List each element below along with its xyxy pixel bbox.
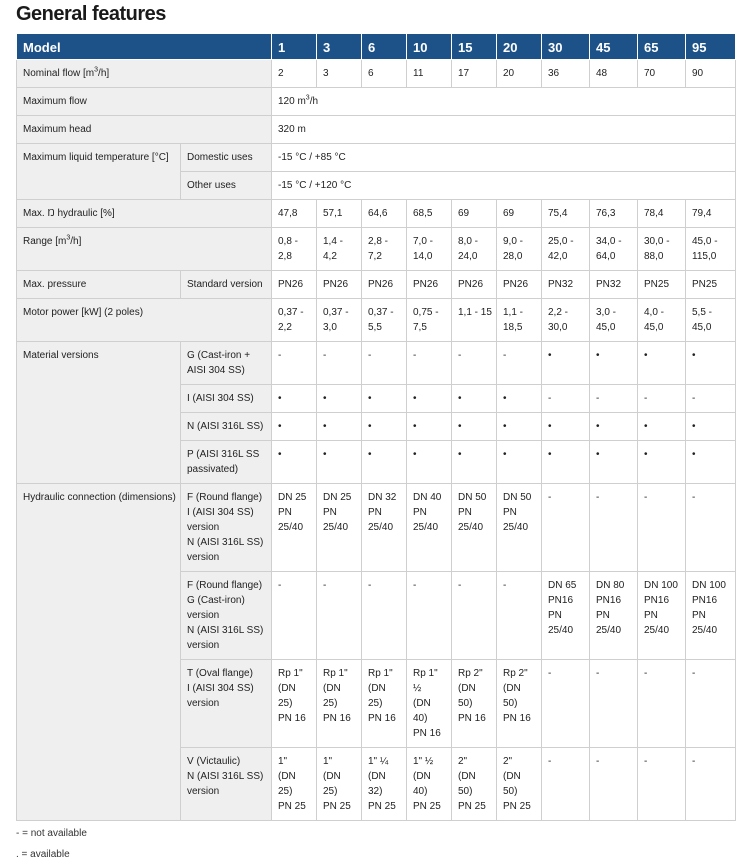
value-cell: - <box>542 484 590 572</box>
model-header-cell: 45 <box>590 34 638 60</box>
row-nominal-flow <box>17 60 736 88</box>
row-hydraulic-f-i <box>17 484 736 572</box>
legend-available: . = available <box>16 849 70 860</box>
row-max-pressure <box>17 271 736 299</box>
row-label: Max. Ŋ hydraulic [%] <box>17 200 272 228</box>
value-cell: - <box>590 484 638 572</box>
value-cell: Rp 2" (DN 50) PN 16 <box>497 660 542 748</box>
value-cell: 34,0 - 64,0 <box>590 228 638 271</box>
value-cell: 69 <box>452 200 497 228</box>
value-cell: DN 80 PN16 PN 25/40 <box>590 572 638 660</box>
sub-label: Domestic uses <box>181 144 272 172</box>
value-cell: • <box>317 413 362 441</box>
value-cell: 76,3 <box>590 200 638 228</box>
value-cell: Rp 1" (DN 25) PN 16 <box>272 660 317 748</box>
value-cell: 0,8 - 2,8 <box>272 228 317 271</box>
value-cell: - <box>272 572 317 660</box>
model-header-row <box>17 34 736 60</box>
model-header-cell: 15 <box>452 34 497 60</box>
sub-label: F (Round flange) I (AISI 304 SS) version N (AISI 316L SS) version <box>181 484 272 572</box>
row-max-flow <box>17 88 736 116</box>
model-header-cell: 30 <box>542 34 590 60</box>
value-cell: • <box>638 413 686 441</box>
value-cell: 79,4 <box>686 200 736 228</box>
value-cell: 2,8 - 7,2 <box>362 228 407 271</box>
value-cell: • <box>542 342 590 385</box>
value-cell: 0,75 - 7,5 <box>407 299 452 342</box>
value-cell: - <box>590 660 638 748</box>
value-cell: - <box>686 748 736 821</box>
general-features-table <box>16 33 736 821</box>
value-cell: - <box>362 342 407 385</box>
value-cell: PN26 <box>497 271 542 299</box>
value-cell: - <box>638 484 686 572</box>
value-cell: - <box>590 748 638 821</box>
row-label: Maximum head <box>17 116 272 144</box>
value-cell: DN 25 PN 25/40 <box>317 484 362 572</box>
value-cell: 1" ½ (DN 40) PN 25 <box>407 748 452 821</box>
model-header-cell: 10 <box>407 34 452 60</box>
row-label: Motor power [kW] (2 poles) <box>17 299 272 342</box>
value-cell: -15 °C / +85 °C <box>272 144 736 172</box>
row-label: Range $[m^3/h]$ <box>17 228 272 271</box>
value-cell: - <box>542 385 590 413</box>
sub-label: I (AISI 304 SS) <box>181 385 272 413</box>
value-cell: - <box>407 342 452 385</box>
page-title: General features <box>16 3 166 25</box>
value-cell: 120 $m^3/h$ <box>272 88 736 116</box>
value-cell: • <box>590 413 638 441</box>
row-material-g <box>17 342 736 385</box>
value-cell: 0,37 - 5,5 <box>362 299 407 342</box>
value-cell: - <box>686 660 736 748</box>
value-cell: - <box>497 342 542 385</box>
row-max-head <box>17 116 736 144</box>
value-cell: PN26 <box>317 271 362 299</box>
value-cell: 1" (DN 25) PN 25 <box>272 748 317 821</box>
value-cell: 2 <box>272 60 317 88</box>
value-cell: • <box>362 385 407 413</box>
value-cell: • <box>272 385 317 413</box>
value-cell: 75,4 <box>542 200 590 228</box>
value-cell: • <box>272 413 317 441</box>
value-cell: DN 50 PN 25/40 <box>497 484 542 572</box>
value-cell: • <box>686 342 736 385</box>
value-cell: DN 50 PN 25/40 <box>452 484 497 572</box>
value-cell: • <box>542 441 590 484</box>
value-cell: DN 25 PN 25/40 <box>272 484 317 572</box>
row-label: Maximum liquid temperature [°C] <box>17 144 181 200</box>
value-cell: 3 <box>317 60 362 88</box>
value-cell: 1,1 - 18,5 <box>497 299 542 342</box>
value-cell: • <box>317 441 362 484</box>
value-cell: PN32 <box>590 271 638 299</box>
value-cell: 4,0 - 45,0 <box>638 299 686 342</box>
value-cell: 1,4 - 4,2 <box>317 228 362 271</box>
model-header-cell: 1 <box>272 34 317 60</box>
value-cell: 57,1 <box>317 200 362 228</box>
value-cell: 9,0 - 28,0 <box>497 228 542 271</box>
value-cell: Rp 1" (DN 25) PN 16 <box>362 660 407 748</box>
value-cell: - <box>362 572 407 660</box>
value-cell: - <box>542 660 590 748</box>
row-motor-power <box>17 299 736 342</box>
value-cell: - <box>272 342 317 385</box>
value-cell: PN32 <box>542 271 590 299</box>
value-cell: • <box>590 441 638 484</box>
value-cell: DN 32 PN 25/40 <box>362 484 407 572</box>
row-max-temp-domestic <box>17 144 736 172</box>
legend-not-available: - = not available <box>16 828 87 839</box>
value-cell: 69 <box>497 200 542 228</box>
value-cell: • <box>497 413 542 441</box>
value-cell: PN26 <box>452 271 497 299</box>
sub-label: F (Round flange) G (Cast-iron) version N (AISI 316L SS) version <box>181 572 272 660</box>
value-cell: - <box>686 385 736 413</box>
value-cell: 20 <box>497 60 542 88</box>
row-range <box>17 228 736 271</box>
value-cell: 1,1 - 15 <box>452 299 497 342</box>
sub-label: T (Oval flange) I (AISI 304 SS) version <box>181 660 272 748</box>
row-label: Max. pressure <box>17 271 181 299</box>
value-cell: • <box>362 413 407 441</box>
value-cell: 11 <box>407 60 452 88</box>
sub-label: V (Victaulic) N (AISI 316L SS) version <box>181 748 272 821</box>
model-header-cell: 95 <box>686 34 736 60</box>
model-header-cell: 3 <box>317 34 362 60</box>
row-label: Hydraulic connection (dimensions) <box>17 484 181 821</box>
value-cell: 36 <box>542 60 590 88</box>
sub-label: Other uses <box>181 172 272 200</box>
value-cell: 1" (DN 25) PN 25 <box>317 748 362 821</box>
value-cell: 90 <box>686 60 736 88</box>
value-cell: • <box>407 413 452 441</box>
value-cell: • <box>497 385 542 413</box>
row-efficiency <box>17 200 736 228</box>
value-cell: • <box>407 441 452 484</box>
row-label: Maximum flow <box>17 88 272 116</box>
value-cell: Rp 1" (DN 25) PN 16 <box>317 660 362 748</box>
value-cell: 48 <box>590 60 638 88</box>
value-cell: 2,2 - 30,0 <box>542 299 590 342</box>
value-cell: -15 °C / +120 °C <box>272 172 736 200</box>
sub-label: G (Cast-iron + AISI 304 SS) <box>181 342 272 385</box>
value-cell: DN 100 PN16 PN 25/40 <box>638 572 686 660</box>
value-cell: - <box>638 385 686 413</box>
value-cell: • <box>407 385 452 413</box>
value-cell: • <box>638 342 686 385</box>
value-cell: 2" (DN 50) PN 25 <box>452 748 497 821</box>
value-cell: 0,37 - 2,2 <box>272 299 317 342</box>
value-cell: • <box>317 385 362 413</box>
row-label: Material versions <box>17 342 181 484</box>
value-cell: - <box>407 572 452 660</box>
value-cell: DN 100 PN16 PN 25/40 <box>686 572 736 660</box>
value-cell: 70 <box>638 60 686 88</box>
value-cell: 6 <box>362 60 407 88</box>
value-cell: 64,6 <box>362 200 407 228</box>
value-cell: • <box>542 413 590 441</box>
value-cell: Rp 2" (DN 50) PN 16 <box>452 660 497 748</box>
value-cell: 3,0 - 45,0 <box>590 299 638 342</box>
value-cell: • <box>452 441 497 484</box>
model-header-cell: 20 <box>497 34 542 60</box>
value-cell: - <box>638 660 686 748</box>
value-cell: PN26 <box>362 271 407 299</box>
value-cell: • <box>686 413 736 441</box>
value-cell: • <box>497 441 542 484</box>
value-cell: • <box>272 441 317 484</box>
model-header-label: Model <box>17 34 272 60</box>
value-cell: DN 40 PN 25/40 <box>407 484 452 572</box>
value-cell: - <box>497 572 542 660</box>
row-label: Nominal flow $[m^3/h]$ <box>17 60 272 88</box>
value-cell: 30,0 - 88,0 <box>638 228 686 271</box>
value-cell: 8,0 - 24,0 <box>452 228 497 271</box>
value-cell: 1" ¼ (DN 32) PN 25 <box>362 748 407 821</box>
value-cell: 25,0 - 42,0 <box>542 228 590 271</box>
value-cell: - <box>590 385 638 413</box>
value-cell: • <box>590 342 638 385</box>
model-header-cell: 65 <box>638 34 686 60</box>
value-cell: 0,37 - 3,0 <box>317 299 362 342</box>
value-cell: PN25 <box>686 271 736 299</box>
value-cell: 17 <box>452 60 497 88</box>
value-cell: • <box>638 441 686 484</box>
value-cell: - <box>317 572 362 660</box>
value-cell: 5,5 - 45,0 <box>686 299 736 342</box>
value-cell: DN 65 PN16 PN 25/40 <box>542 572 590 660</box>
value-cell: • <box>452 413 497 441</box>
value-cell: - <box>638 748 686 821</box>
value-cell: • <box>686 441 736 484</box>
value-cell: - <box>686 484 736 572</box>
value-cell: Rp 1" ½ (DN 40) PN 16 <box>407 660 452 748</box>
value-cell: • <box>452 385 497 413</box>
value-cell: - <box>452 572 497 660</box>
value-cell: PN25 <box>638 271 686 299</box>
value-cell: 320 m <box>272 116 736 144</box>
value-cell: - <box>452 342 497 385</box>
value-cell: 78,4 <box>638 200 686 228</box>
value-cell: 45,0 - 115,0 <box>686 228 736 271</box>
model-header-cell: 6 <box>362 34 407 60</box>
sub-label: N (AISI 316L SS) <box>181 413 272 441</box>
value-cell: - <box>317 342 362 385</box>
value-cell: 68,5 <box>407 200 452 228</box>
value-cell: - <box>542 748 590 821</box>
value-cell: • <box>362 441 407 484</box>
value-cell: PN26 <box>407 271 452 299</box>
sub-label: Standard version <box>181 271 272 299</box>
sub-label: P (AISI 316L SS passivated) <box>181 441 272 484</box>
value-cell: PN26 <box>272 271 317 299</box>
value-cell: 47,8 <box>272 200 317 228</box>
value-cell: 7,0 - 14,0 <box>407 228 452 271</box>
value-cell: 2" (DN 50) PN 25 <box>497 748 542 821</box>
